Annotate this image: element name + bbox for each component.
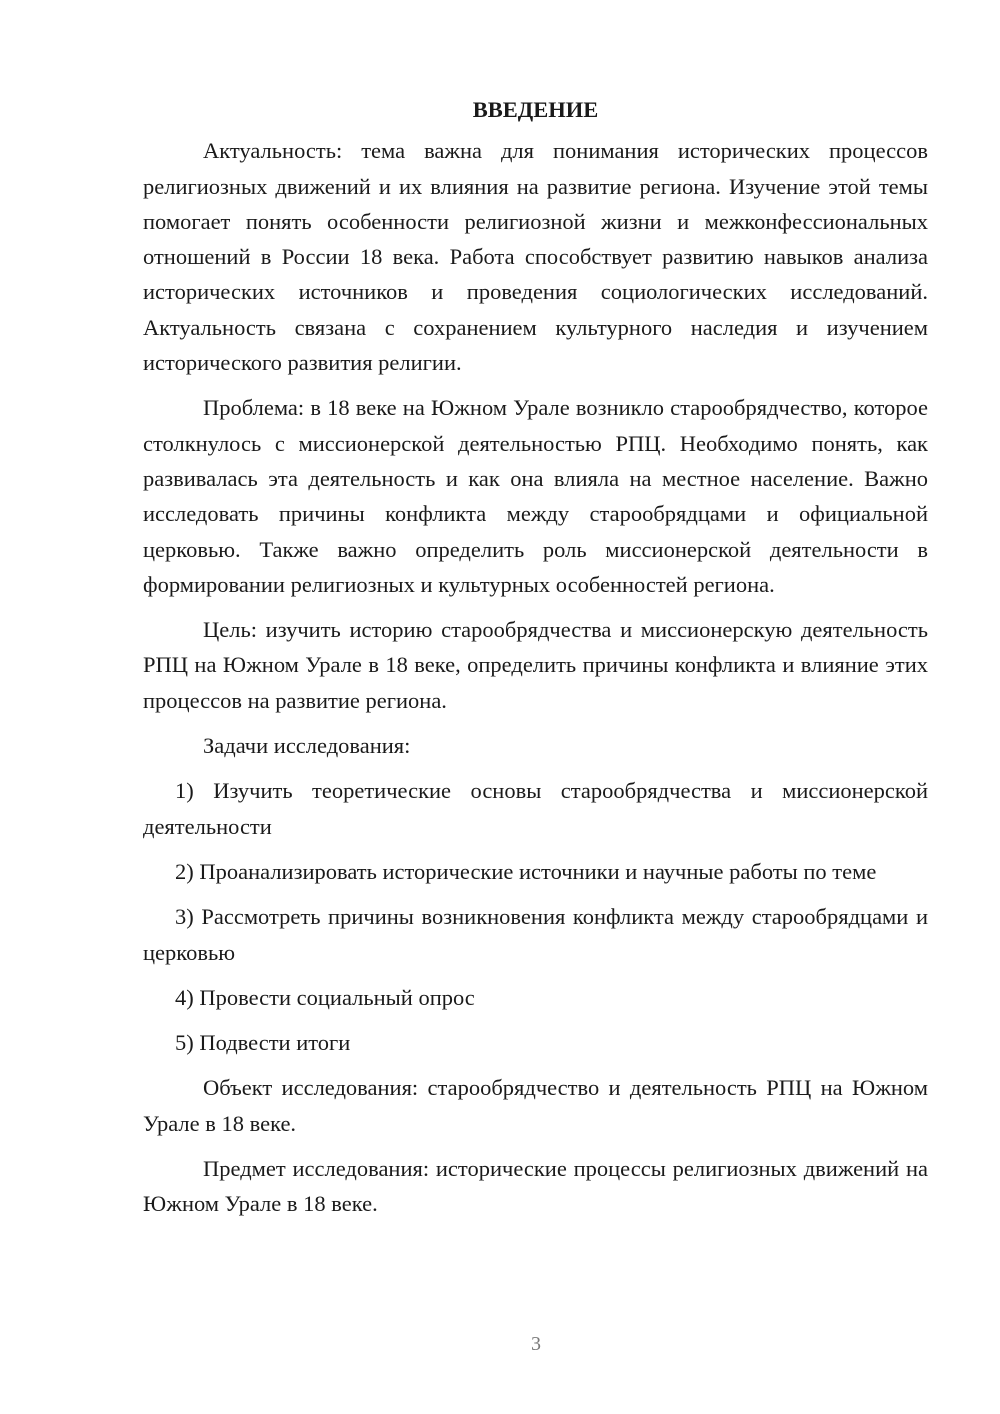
problem-paragraph: Проблема: в 18 веке на Южном Урале возникло старообрядчество, которое столкнулось с миссионерской деятельностью РПЦ. Необходимо понять, как развивалась эта деятельность и как она влияла на местное население. Важно исследовать причины конфликта между старообрядцами и официальной церковью. Также важно определить роль миссионерской деятельности в формировании религиозных и культурных особенностей региона. — [143, 395, 928, 597]
page-number: 3 — [531, 1333, 541, 1355]
task-item-5: 5) Подвести итоги — [175, 1030, 351, 1056]
object-paragraph: Объект исследования: старообрядчество и деятельность РПЦ на Южном Урале в 18 веке. — [143, 1075, 928, 1136]
task-item-1: 1) Изучить теоретические основы старообрядчества и миссионерской деятельности — [143, 778, 928, 839]
tasks-title: Задачи исследования: — [203, 733, 411, 759]
document-body — [143, 92, 928, 1232]
subject-paragraph: Предмет исследования: исторические процессы религиозных движений на Южном Урале в 18 веке. — [143, 1156, 928, 1217]
page-title: ВВЕДЕНИЕ — [472, 97, 599, 122]
task-item-2: 2) Проанализировать исторические источники и научные работы по теме — [175, 858, 877, 884]
relevance-paragraph: Актуальность: тема важна для понимания исторических процессов религиозных движений и их влияния на развитие региона. Изучение этой темы помогает понять особенности религиозной жизни и межконфессиональных отношений в России 18 века. Работа способствует развитию навыков анализа исторических источников и проведения социологических исследований. Актуальность связана с сохранением культурного наследия и изучением исторического развития религии. — [143, 138, 928, 376]
task-item-4: 4) Провести социальный опрос — [175, 984, 475, 1010]
goal-paragraph: Цель: изучить историю старообрядчества и миссионерскую деятельность РПЦ на Южном Урале в 18 веке, определить причины конфликта и влияние этих процессов на развитие региона. — [143, 617, 928, 713]
task-item-3: 3) Рассмотреть причины возникновения конфликта между старообрядцами и церковью — [143, 904, 928, 965]
